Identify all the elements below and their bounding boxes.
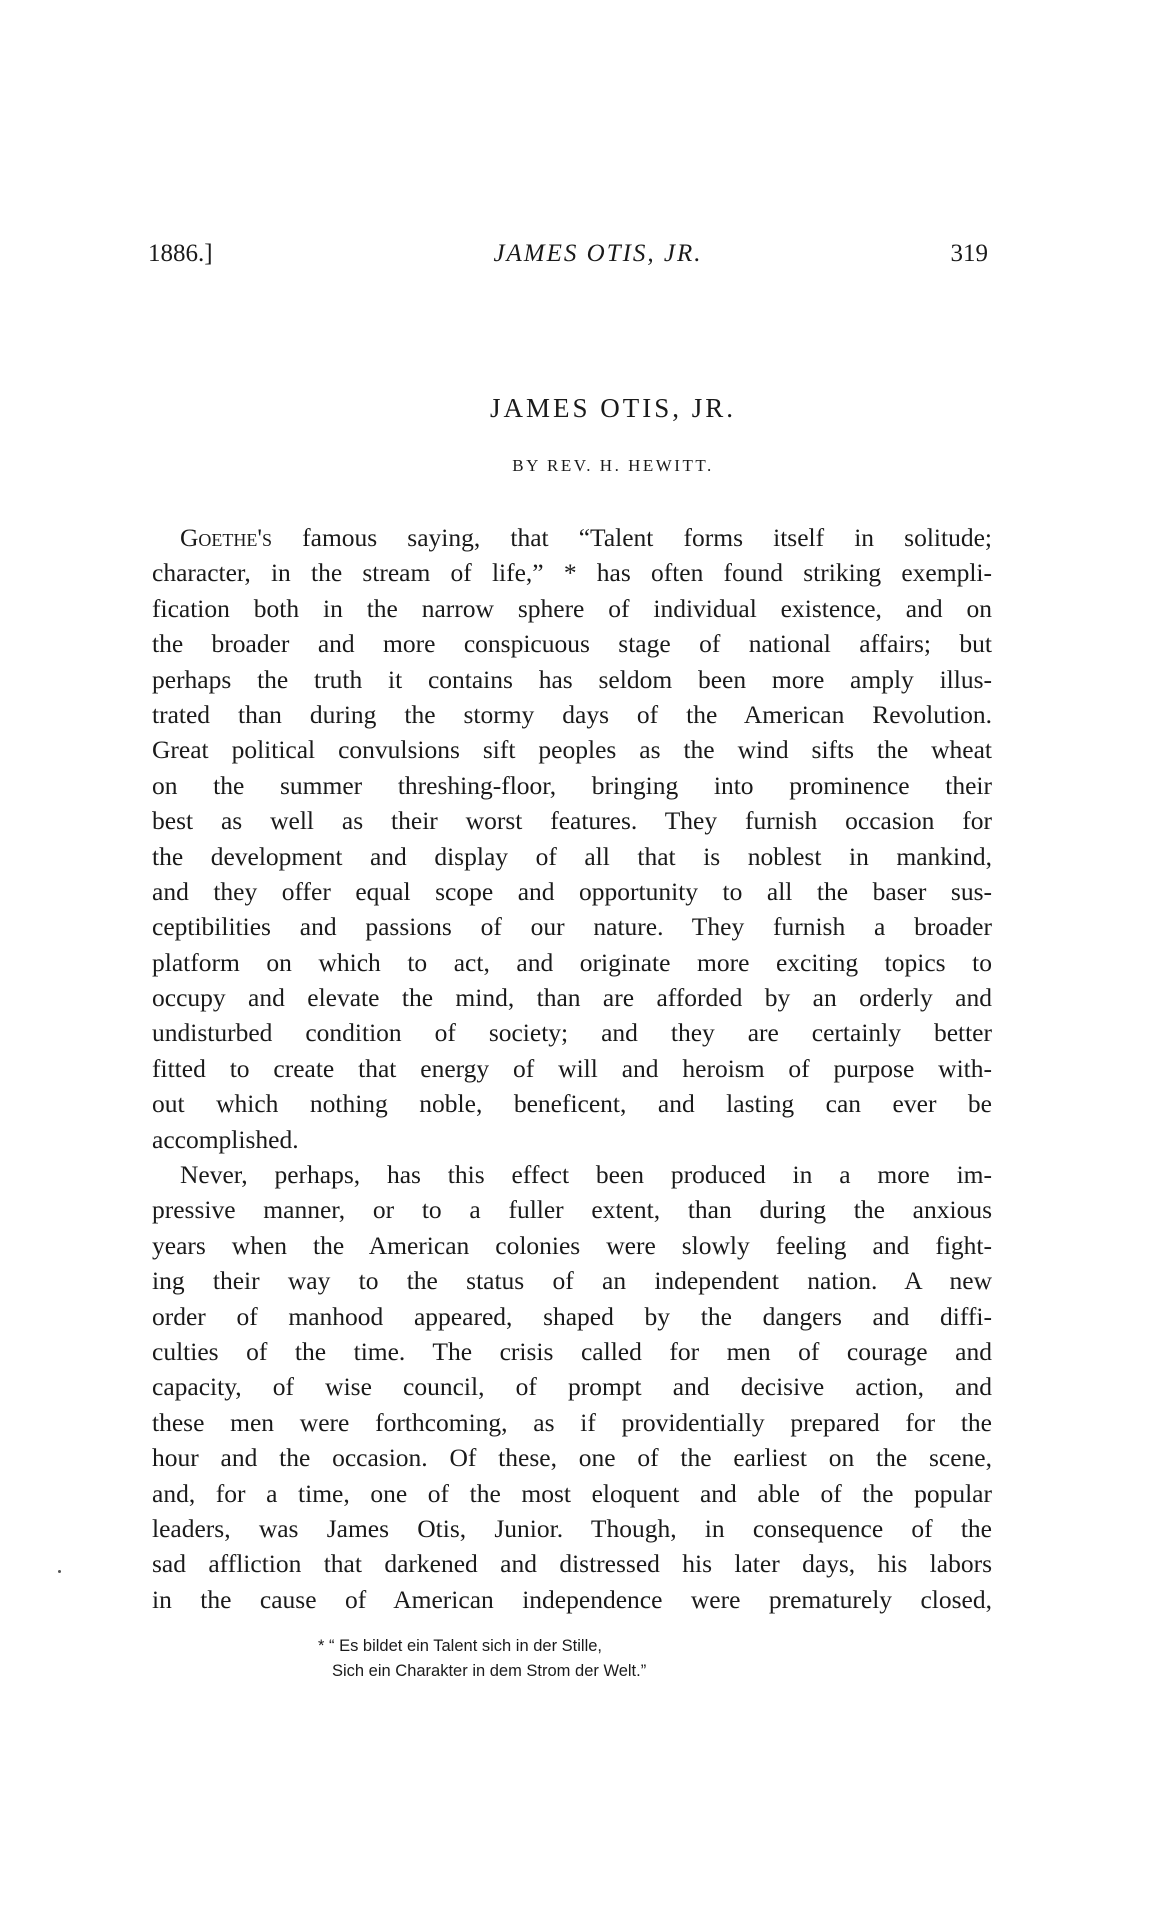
line-text: years when the American colonies were slowly feeling and fight-: [152, 1230, 992, 1260]
line-text: the broader and more conspicuous stage of national affairs; but: [152, 629, 992, 659]
line-text: ceptibilities and passions of our nature. They furnish a broader: [152, 912, 992, 942]
line-text: fication both in the narrow sphere of individual existence, and on: [152, 593, 992, 623]
line-text: out which nothing noble, beneficent, and lasting can ever be: [152, 1089, 992, 1119]
line-text: capacity, of wise council, of prompt and decisive action, and: [152, 1372, 992, 1402]
line-text: Never, perhaps, has this effect been produced in a more im-: [180, 1160, 992, 1190]
line-text: these men were forthcoming, as if providentially prepared for the: [152, 1407, 992, 1437]
text-line: [152, 909, 992, 944]
text-line: [152, 1546, 992, 1581]
line-text: trated than during the stormy days of the American Revolution.: [152, 699, 992, 729]
text-line: [152, 1299, 992, 1334]
text-line: [152, 1334, 992, 1369]
line-text: perhaps the truth it contains has seldom been more amply illus-: [152, 664, 992, 694]
text-line: [152, 1192, 992, 1227]
text-line: [152, 591, 992, 626]
text-line: [152, 1051, 992, 1086]
lead-word: Goethe's: [180, 523, 273, 552]
line-text: accomplished.: [152, 1124, 299, 1154]
text-line: [152, 1263, 992, 1298]
footnote: [318, 1634, 646, 1684]
article-body: [152, 520, 992, 1617]
text-line: [152, 1015, 992, 1050]
text-line: [152, 1086, 992, 1121]
text-line: [152, 803, 992, 838]
text-line: [152, 520, 992, 555]
text-line: [152, 1157, 992, 1192]
article-byline: BY REV. H. HEWITT.: [512, 456, 714, 475]
line-text: the development and display of all that is noblest in mankind,: [152, 841, 992, 871]
line-text: ing their way to the status of an independent nation. A new: [152, 1266, 992, 1296]
footnote-line: Sich ein Charakter in dem Strom der Welt.”: [332, 1662, 647, 1680]
line-text: platform on which to act, and originate more exciting topics to: [152, 947, 992, 977]
text-line: [152, 839, 992, 874]
text-line: [152, 1582, 992, 1617]
line-text: fitted to create that energy of will and heroism of purpose with-: [152, 1053, 992, 1083]
text-line: [152, 555, 992, 590]
text-line: [152, 1511, 992, 1546]
line-text: culties of the time. The crisis called for men of courage and: [152, 1336, 992, 1366]
text-line: [152, 732, 992, 767]
text-line: [152, 697, 992, 732]
line-text: and they offer equal scope and opportunity to all the baser sus-: [152, 876, 992, 906]
line-text: undisturbed condition of society; and they are certainly better: [152, 1018, 992, 1048]
footnote-line: * “ Es bildet ein Talent sich in der Stille,: [318, 1637, 603, 1655]
text-line: [152, 662, 992, 697]
line-text: leaders, was James Otis, Junior. Though, in consequence of the: [152, 1513, 992, 1543]
text-line: [152, 874, 992, 909]
text-line: [152, 1440, 992, 1475]
line-text: sad affliction that darkened and distressed his later days, his labors: [152, 1549, 992, 1579]
page-number: 319: [950, 240, 988, 267]
text-line: [152, 980, 992, 1015]
line-text: famous saying, that “Talent forms itself in solitude;: [272, 523, 992, 552]
text-line: [152, 945, 992, 980]
line-text: on the summer threshing-floor, bringing into prominence their: [152, 770, 992, 800]
text-line: [152, 1369, 992, 1404]
line-text: occupy and elevate the mind, than are afforded by an orderly and: [152, 983, 992, 1013]
line-text: Great political convulsions sift peoples as the wind sifts the wheat: [152, 735, 992, 765]
text-line: [152, 1228, 992, 1263]
running-header-title: JAMES OTIS, JR.: [493, 240, 703, 267]
line-text: and, for a time, one of the most eloquent and able of the popular: [152, 1478, 992, 1508]
line-text: character, in the stream of life,” * has often found striking exempli-: [152, 558, 992, 588]
article-title: JAMES OTIS, JR.: [489, 393, 737, 423]
text-line: [152, 1405, 992, 1440]
line-text: best as well as their worst features. They furnish occasion for: [152, 806, 992, 836]
text-line: [152, 1476, 992, 1511]
line-text: pressive manner, or to a fuller extent, than during the anxious: [152, 1195, 992, 1225]
text-line: [152, 768, 992, 803]
margin-speck: [58, 1570, 61, 1573]
text-line: [152, 1122, 992, 1157]
line-text: hour and the occasion. Of these, one of the earliest on the scene,: [152, 1443, 992, 1473]
running-header-year: 1886.]: [148, 240, 213, 267]
line-text: order of manhood appeared, shaped by the dangers and diffi-: [152, 1301, 992, 1331]
text-line: [152, 626, 992, 661]
line-text: in the cause of American independence were prematurely closed,: [152, 1584, 992, 1614]
